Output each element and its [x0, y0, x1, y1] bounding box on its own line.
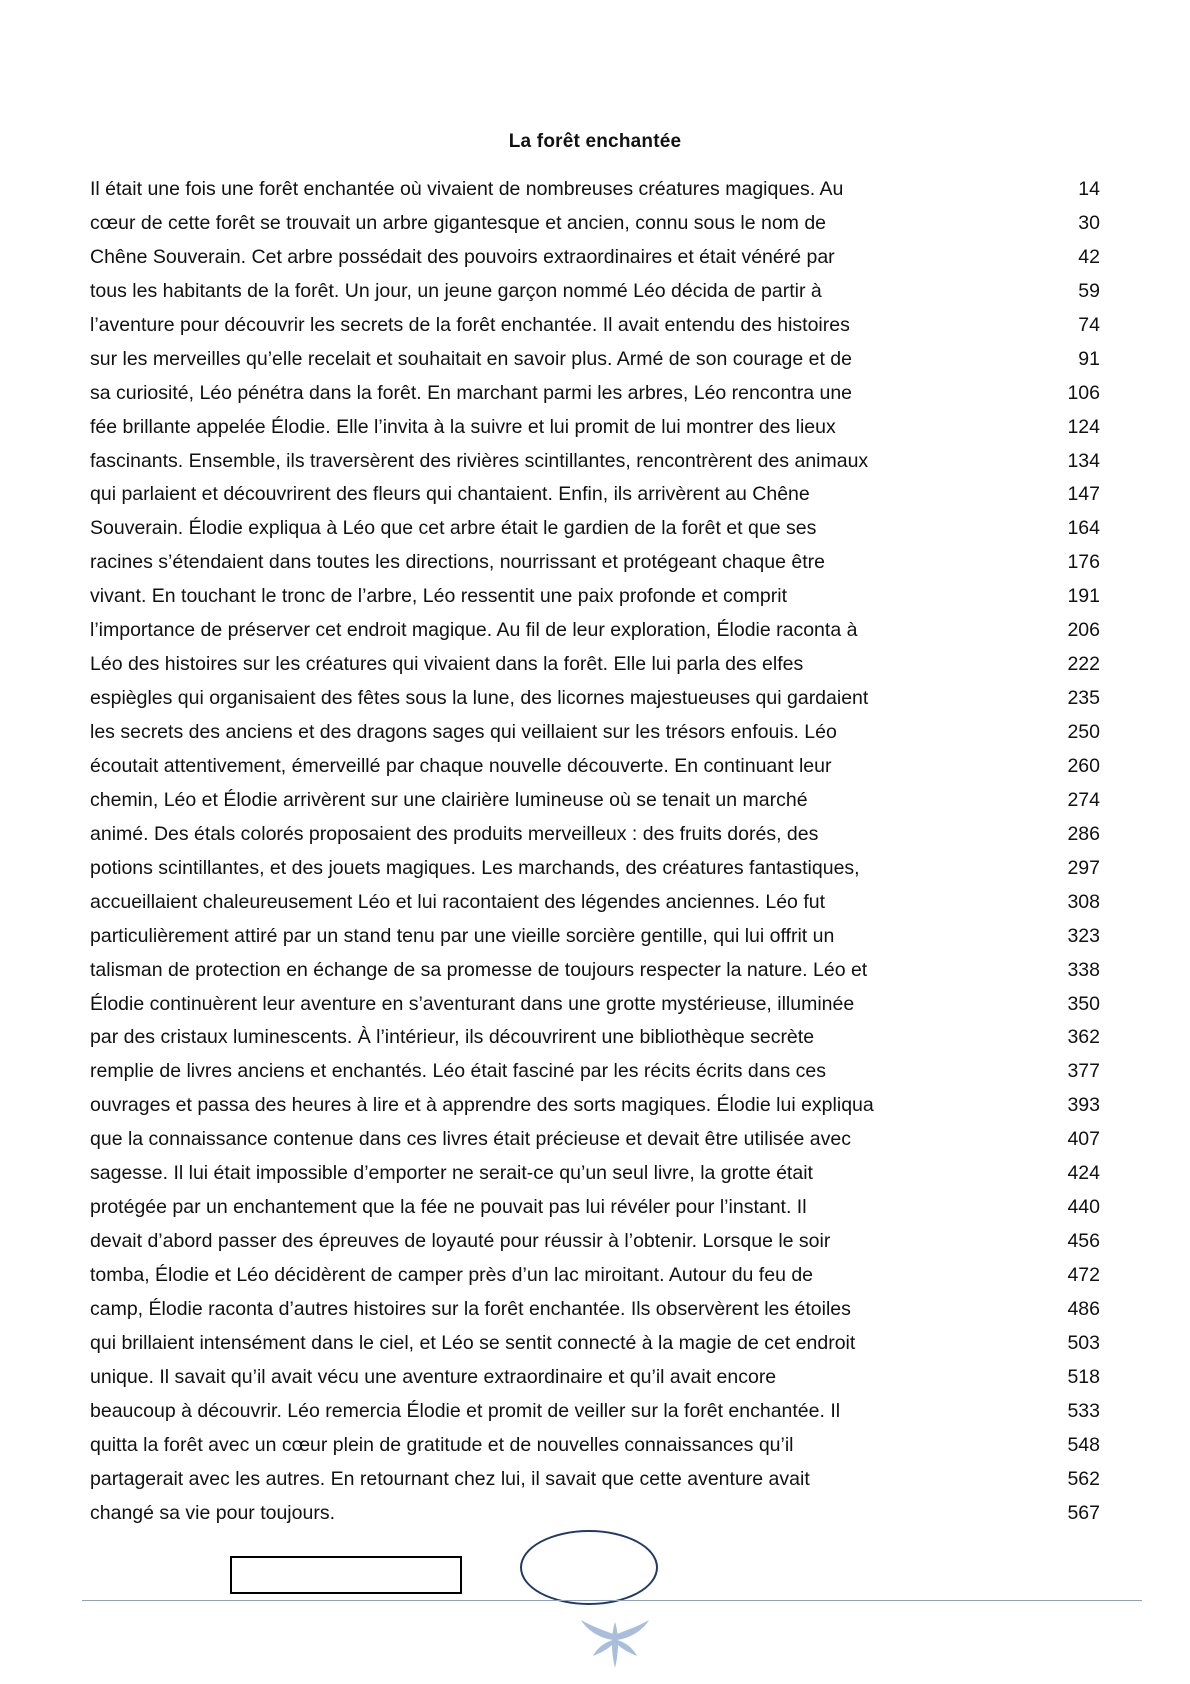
- text-line: [90, 716, 1100, 750]
- score-oval: [520, 1530, 658, 1605]
- text-line: [90, 411, 1100, 445]
- text-line: [90, 1259, 1100, 1293]
- word-count: 323: [1067, 924, 1100, 947]
- text-line: [90, 1089, 1100, 1123]
- word-count: 260: [1067, 754, 1100, 777]
- text-line: [90, 377, 1100, 411]
- word-count: 191: [1067, 585, 1100, 608]
- text-line: [90, 614, 1100, 648]
- text-line: [90, 852, 1100, 886]
- word-count: 42: [1078, 245, 1100, 268]
- line-text: devait d’abord passer des épreuves de loyauté pour réussir à l’obtenir. Lorsque le soir: [90, 1230, 831, 1253]
- text-line: [90, 886, 1100, 920]
- footer-rule: [82, 1600, 1142, 1601]
- word-count: 274: [1067, 788, 1100, 811]
- text-line: [90, 1361, 1100, 1395]
- line-text: que la connaissance contenue dans ces livres était précieuse et devait être utilisée avec: [90, 1128, 851, 1151]
- word-count: 503: [1067, 1331, 1100, 1354]
- text-line: [90, 1055, 1100, 1089]
- word-count: 206: [1067, 619, 1100, 642]
- text-line: [90, 818, 1100, 852]
- document-title: La forêt enchantée: [508, 131, 682, 152]
- line-text: Il était une fois une forêt enchantée où vivaient de nombreuses créatures magiques. Au: [90, 178, 844, 200]
- line-text: vivant. En touchant le tronc de l’arbre, Léo ressentit une paix profonde et comprit: [90, 585, 787, 608]
- text-line: [90, 920, 1100, 954]
- word-count: 562: [1067, 1467, 1100, 1490]
- text-line: [90, 784, 1100, 818]
- story-text: [90, 173, 1100, 1531]
- word-count: 362: [1067, 1026, 1100, 1049]
- line-text: accueillaient chaleureusement Léo et lui racontaient des légendes anciennes. Léo fut: [90, 890, 826, 913]
- word-count: 124: [1067, 415, 1100, 438]
- line-text: fascinants. Ensemble, ils traversèrent des rivières scintillantes, rencontrèrent des animaux: [90, 449, 869, 472]
- word-count: 14: [1078, 178, 1100, 200]
- line-text: remplie de livres anciens et enchantés. Léo était fasciné par les récits écrits dans ces: [90, 1060, 826, 1083]
- text-line: [90, 1293, 1100, 1327]
- fleur-ornament-icon: [575, 1612, 655, 1670]
- text-line: [90, 1123, 1100, 1157]
- line-text: sa curiosité, Léo pénétra dans la forêt. En marchant parmi les arbres, Léo rencontra une: [90, 381, 853, 404]
- line-text: chemin, Léo et Élodie arrivèrent sur une clairière lumineuse où se tenait un marché: [90, 788, 808, 811]
- line-text: écoutait attentivement, émerveillé par chaque nouvelle découverte. En continuant leur: [90, 754, 832, 777]
- line-text: tomba, Élodie et Léo décidèrent de camper près d’un lac miroitant. Autour du feu de: [90, 1264, 814, 1286]
- word-count: 424: [1067, 1162, 1100, 1185]
- line-text: partagerait avec les autres. En retournant chez lui, il savait que cette aventure avait: [90, 1467, 810, 1490]
- word-count: 235: [1067, 687, 1100, 710]
- word-count: 286: [1067, 822, 1100, 845]
- line-text: qui brillaient intensément dans le ciel, et Léo se sentit connecté à la magie de cet endroit: [90, 1331, 856, 1354]
- line-text: par des cristaux luminescents. À l’intérieur, ils découvrirent une bibliothèque secrète: [90, 1026, 815, 1049]
- word-count: 456: [1067, 1230, 1100, 1253]
- word-count: 30: [1078, 211, 1100, 234]
- line-text: changé sa vie pour toujours.: [90, 1501, 335, 1524]
- text-line: [90, 275, 1100, 309]
- text-line: [90, 478, 1100, 512]
- line-text: Léo des histoires sur les créatures qui vivaient dans la forêt. Elle lui parla des elfes: [90, 653, 804, 676]
- word-count: 567: [1067, 1501, 1100, 1524]
- text-line: [90, 1157, 1100, 1191]
- text-line: [90, 173, 1100, 207]
- text-line: [90, 343, 1100, 377]
- word-count: 393: [1067, 1094, 1100, 1117]
- word-count: 518: [1067, 1365, 1100, 1388]
- word-count: 350: [1067, 992, 1100, 1015]
- text-line: [90, 1225, 1100, 1259]
- line-text: sur les merveilles qu’elle recelait et souhaitait en savoir plus. Armé de son courage et de: [90, 347, 852, 370]
- line-text: sagesse. Il lui était impossible d’emporter ne serait-ce qu’un seul livre, la grotte était: [90, 1162, 813, 1185]
- word-count: 222: [1067, 653, 1100, 676]
- text-line: [90, 682, 1100, 716]
- line-text: talisman de protection en échange de sa promesse de toujours respecter la nature. Léo et: [90, 958, 868, 981]
- text-line: [90, 207, 1100, 241]
- text-line: [90, 1021, 1100, 1055]
- word-count: 486: [1067, 1297, 1100, 1320]
- word-count: 59: [1078, 279, 1100, 302]
- word-count: 176: [1067, 551, 1100, 574]
- text-line: [90, 1497, 1100, 1531]
- line-text: fée brillante appelée Élodie. Elle l’invita à la suivre et lui promit de lui montrer des lieux: [90, 415, 836, 438]
- word-count: 377: [1067, 1060, 1100, 1083]
- line-text: Souverain. Élodie expliqua à Léo que cet arbre était le gardien de la forêt et que ses: [90, 517, 817, 540]
- line-text: tous les habitants de la forêt. Un jour, un jeune garçon nommé Léo décida de partir à: [90, 279, 822, 302]
- text-line: [90, 445, 1100, 479]
- word-count: 338: [1067, 958, 1100, 981]
- line-text: racines s’étendaient dans toutes les directions, nourrissant et protégeant chaque être: [90, 551, 825, 574]
- word-count: 297: [1067, 856, 1100, 879]
- text-line: [90, 1191, 1100, 1225]
- score-box: [230, 1556, 462, 1594]
- word-count: 74: [1078, 313, 1100, 336]
- text-line: [90, 1463, 1100, 1497]
- line-text: les secrets des anciens et des dragons sages qui veillaient sur les trésors enfouis. Léo: [90, 721, 837, 743]
- word-count: 106: [1067, 381, 1100, 404]
- text-line: [90, 954, 1100, 988]
- word-count: 308: [1067, 890, 1100, 913]
- line-text: beaucoup à découvrir. Léo remercia Élodie et promit de veiller sur la forêt enchantée. Il: [90, 1399, 841, 1422]
- text-line: [90, 512, 1100, 546]
- word-count: 250: [1067, 721, 1100, 743]
- line-text: Chêne Souverain. Cet arbre possédait des pouvoirs extraordinaires et était vénéré par: [90, 245, 835, 268]
- word-count: 91: [1078, 347, 1100, 370]
- word-count: 472: [1067, 1264, 1100, 1286]
- line-text: quitta la forêt avec un cœur plein de gratitude et de nouvelles connaissances qu’il: [90, 1433, 794, 1456]
- text-line: [90, 241, 1100, 275]
- text-line: [90, 1429, 1100, 1463]
- line-text: cœur de cette forêt se trouvait un arbre gigantesque et ancien, connu sous le nom de: [90, 211, 827, 234]
- line-text: potions scintillantes, et des jouets magiques. Les marchands, des créatures fantastiques,: [90, 856, 860, 879]
- word-count: 440: [1067, 1196, 1100, 1219]
- word-count: 134: [1067, 449, 1100, 472]
- line-text: l’importance de préserver cet endroit magique. Au fil de leur exploration, Élodie raconta à: [90, 619, 858, 642]
- line-text: Élodie continuèrent leur aventure en s’aventurant dans une grotte mystérieuse, illuminée: [90, 992, 855, 1015]
- text-line: [90, 1395, 1100, 1429]
- word-count: 548: [1067, 1433, 1100, 1456]
- text-line: [90, 580, 1100, 614]
- line-text: ouvrages et passa des heures à lire et à apprendre des sorts magiques. Élodie lui expliqua: [90, 1094, 874, 1117]
- line-text: protégée par un enchantement que la fée ne pouvait pas lui révéler pour l’instant. Il: [90, 1196, 807, 1219]
- text-line: [90, 988, 1100, 1022]
- text-line: [90, 309, 1100, 343]
- text-line: [90, 648, 1100, 682]
- line-text: espiègles qui organisaient des fêtes sous la lune, des licornes majestueuses qui gardaient: [90, 687, 869, 710]
- line-text: qui parlaient et découvrirent des fleurs qui chantaient. Enfin, ils arrivèrent au Chêne: [90, 483, 810, 506]
- line-text: l’aventure pour découvrir les secrets de la forêt enchantée. Il avait entendu des histoires: [90, 313, 850, 336]
- text-line: [90, 750, 1100, 784]
- word-count: 407: [1067, 1128, 1100, 1151]
- line-text: camp, Élodie raconta d’autres histoires sur la forêt enchantée. Ils observèrent les étoiles: [90, 1297, 851, 1320]
- word-count: 164: [1067, 517, 1100, 540]
- line-text: unique. Il savait qu’il avait vécu une aventure extraordinaire et qu’il avait encore: [90, 1365, 777, 1388]
- text-line: [90, 1327, 1100, 1361]
- line-text: particulièrement attiré par un stand tenu par une vieille sorcière gentille, qui lui offrit un: [90, 924, 835, 947]
- line-text: animé. Des étals colorés proposaient des produits merveilleux : des fruits dorés, des: [90, 822, 819, 845]
- word-count: 533: [1067, 1399, 1100, 1422]
- word-count: 147: [1067, 483, 1100, 506]
- text-line: [90, 546, 1100, 580]
